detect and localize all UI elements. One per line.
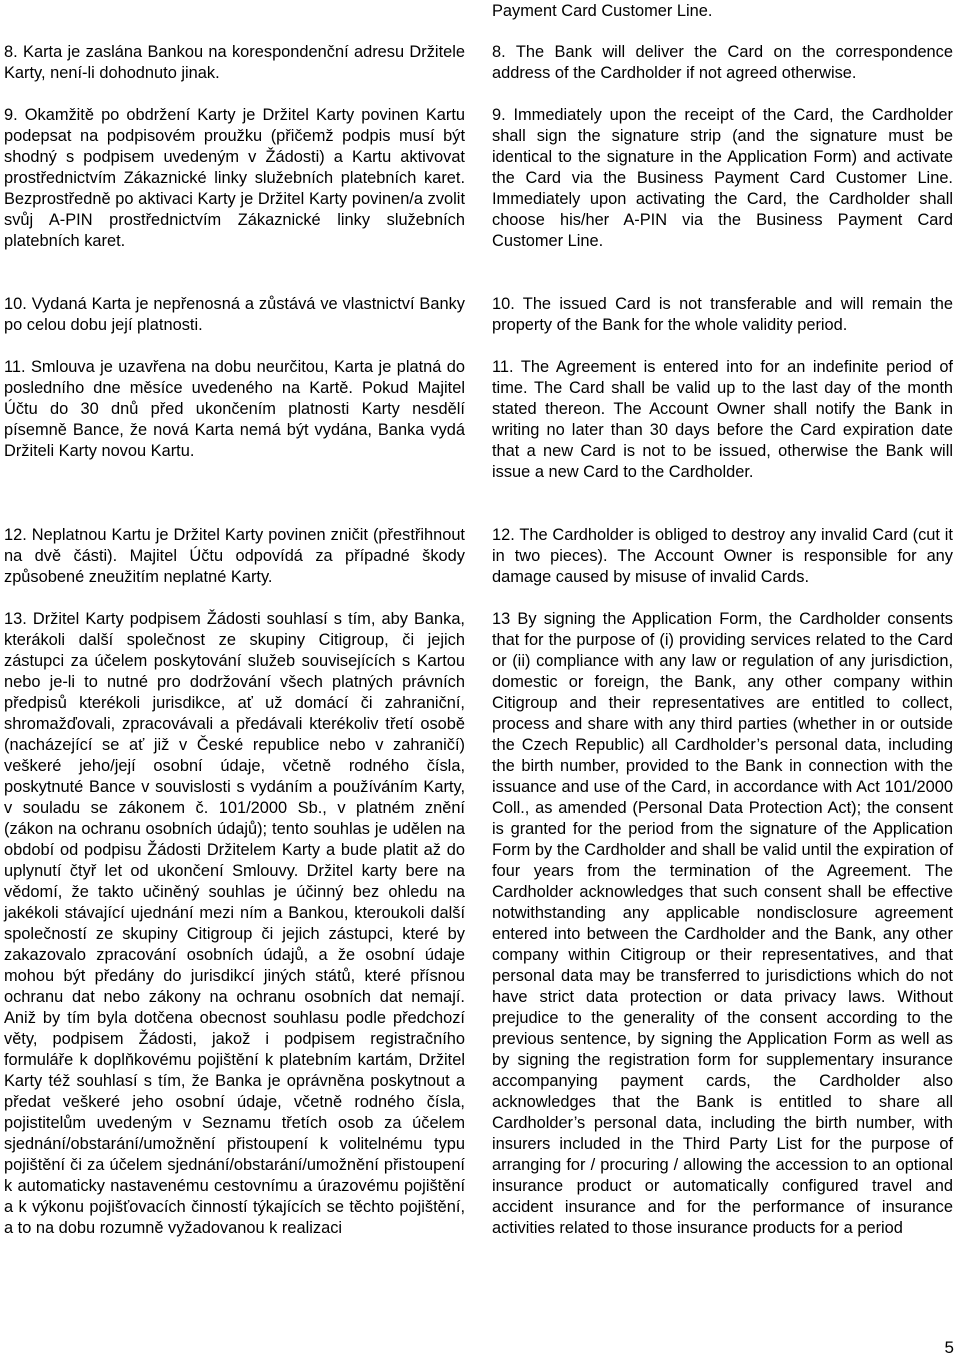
cz-clause-13: 13. Držitel Karty podpisem Žádosti souhlasí s tím, aby Banka, kterákoli další společnost ze skupiny Citigroup, či jejich zástupci za účelem poskytování služeb souvisejících s Kartou nebo je-li to nutné pro dodržování všech platných právních předpisů kterékoli jurisdikce, ať už domácí či zahraniční, shromažďovali, zpracovávali a předávali kterékoliv třetí osobě (nacházející se ať již v České republice nebo v zahraničí) veškeré jeho/její osobní údaje, včetně rodného čísla, poskytnuté Bance v souvislosti s vydáním a používáním Karty, v souladu se zákonem č. 101/2000 Sb., v platném znění (zákon na ochranu osobních údajů); tento souhlas je udělen na období od podpisu Žádosti Držitelem Karty a bude platit až do uplynutí čtyř let od ukončení Smlouvy. Držitel karty bere na vědomí, že takto učiněný souhlas je účinný bez ohledu na jakékoli stávající ujednání mezi ním a Bankou, kteroukoli další společností ze skupiny Citigroup či jejich zástupci, které by zakazovalo zpracování osobních údajů, a že osobní údaje mohou být předány do jurisdikcí jiných států, které přísnou ochranu dat nebo zákony na ochranu osobních dat nemají. Aniž by tím byla dotčena obecnost souhlasu podle předchozí věty, podpisem Žádosti, jakož i podpisem registračního formuláře k doplňkovému pojištění k platebním kartám, Držitel Karty též souhlasí s tím, že Banka je oprávněna poskytnout a předat veškeré jeho osobní údaje, včetně rodného čísla, pojistitelům uvedeným v Seznamu třetích osob za účelem sjednání/obstarání/umožnění přistoupení k volitelnému typu pojištění či za účelem sjednání/obstarání/umožnění přistoupení k automaticky nastavenému cestovnímu a úrazovému pojištění a k výkonu pojišťovacích činností týkajících se těchto pojištění, a to na dobu rozumně vyžadovanou k realizaci — [4, 610, 465, 1237]
en-clause-8: 8. The Bank will deliver the Card on the correspondence address of the Cardholder if not agreed otherwise. — [492, 43, 953, 82]
cz-clause-8: 8. Karta je zaslána Bankou na korespondenční adresu Držitele Karty, není-li dohodnuto jinak. — [4, 43, 465, 82]
en-clause-11: 11. The Agreement is entered into for an indefinite period of time. The Card shall be valid up to the last day of the month stated thereon. The Account Owner shall notify the Bank in writing no later than 30 days before the Card expiration date that a new Card is not to be issued, otherwise the Bank will issue a new Card to the Cardholder. — [492, 358, 953, 481]
page-number: 5 — [944, 1338, 954, 1357]
en-clause-10: 10. The issued Card is not transferable and will remain the property of the Bank for the whole validity period. — [492, 295, 953, 334]
en-clause-13: 13 By signing the Application Form, the Cardholder consents that for the purpose of (i) providing services related to the Card or (ii) compliance with any law or regulation of any jurisdiction, domestic or foreign, the Bank, any other company within Citigroup and their representatives are entitled to collect, process and share with any third parties (whether in or outside the Czech Republic) all Cardholder’s personal data, including the birth number, provided to the Bank in connection with the issuance and use of the Card, in accordance with Act 101/2000 Coll., as amended (Personal Data Protection Act); the consent is granted for the period from the signature of the Application Form by the Cardholder and shall be valid until the expiration of four years from the termination of the Agreement. The Cardholder acknowledges that such consent shall be effective notwithstanding any applicable nondisclosure agreement entered into between the Cardholder and the Bank, any other company within Citigroup or their representatives, and that personal data may be transferred to jurisdictions which do not have strict data protection or data privacy laws. Without prejudice to the generality of the consent according to the previous sentence, by signing the Application Form as well as by signing the registration form for supplementary insurance accompanying payment cards, the Cardholder also acknowledges that the Bank is entitled to share all Cardholder’s personal data, including the birth number, with insurers included in the Third Party List for the purpose of arranging for / procuring / allowing the accession to an optional insurance product or automatically configured travel and accident insurance and for the performance of insurance activities related to those insurance products for a period — [492, 610, 953, 1237]
cz-clause-11: 11. Smlouva je uzavřena na dobu neurčitou, Karta je platná do posledního dne měsíce uvedeného na Kartě. Pokud Majitel Účtu do 30 dnů před ukončením platnosti Karty nesdělí písemně Bance, že nová Karta nemá být vydána, Banka vydá Držiteli Karty novou Kartu. — [4, 358, 465, 460]
en-clause-12: 12. The Cardholder is obliged to destroy any invalid Card (cut it in two pieces). The Account Owner is responsible for any damage caused by misuse of invalid Cards. — [492, 526, 953, 586]
cz-clause-9: 9. Okamžitě po obdržení Karty je Držitel Karty povinen Kartu podepsat na podpisovém proužku (přičemž podpis musí být shodný s podpisem uvedeným v Žádosti) a Kartu aktivovat prostřednictvím Zákaznické linky služebních platebních karet. Bezprostředně po aktivaci Karty je Držitel Karty povinen/a zvolit svůj A-PIN prostřednictvím Zákaznické linky služebních platebních karet. — [4, 106, 465, 250]
cz-clause-12: 12. Neplatnou Kartu je Držitel Karty povinen zničit (přestřihnout na dvě části). Majitel Účtu odpovídá za případné škody způsobené zneužitím neplatné Karty. — [4, 526, 465, 586]
carryover-line: Payment Card Customer Line. — [492, 2, 713, 20]
en-clause-9: 9. Immediately upon the receipt of the Card, the Cardholder shall sign the signature strip (and the signature must be identical to the signature in the Application Form) and activate the Card via the Business Payment Card Customer Line. Immediately upon activating the Card, the Cardholder shall choose his/her A-PIN via the Business Payment Card Customer Line. — [492, 106, 953, 250]
cz-clause-10: 10. Vydaná Karta je nepřenosná a zůstává ve vlastnictví Banky po celou dobu její platnosti. — [4, 295, 465, 334]
